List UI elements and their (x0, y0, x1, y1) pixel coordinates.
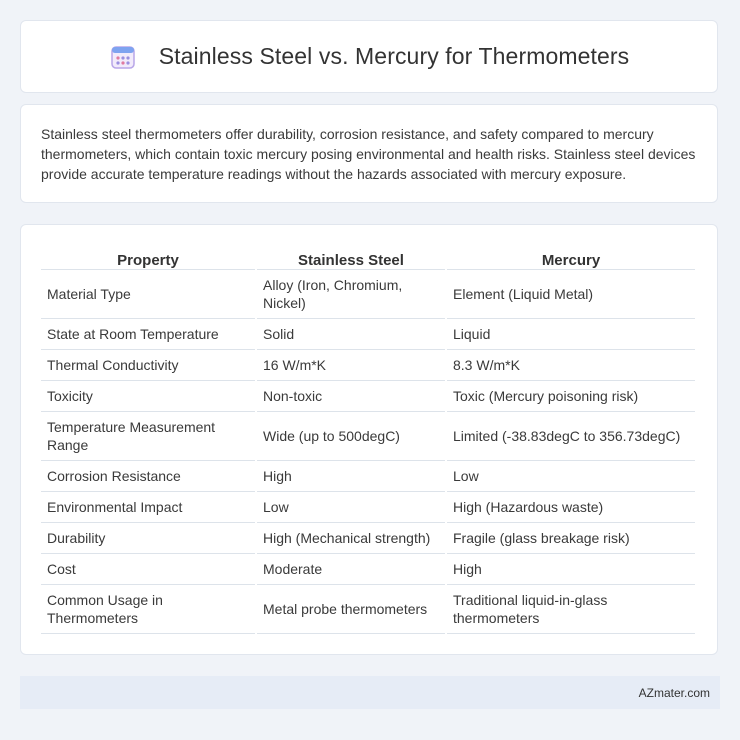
intro-text: Stainless steel thermometers offer durability, corrosion resistance, and safety compared to mercury thermometers, which contain toxic mercury posing environmental and health risks. Stainless steel devices provide accurate temperature readings without the hazards associated with mercury exposure. (41, 126, 696, 182)
column-header: Mercury (447, 245, 695, 270)
mercury-cell: High (Hazardous waste) (447, 492, 695, 523)
stainless-steel-cell: High (257, 461, 445, 492)
property-cell: Material Type (41, 270, 255, 319)
mercury-cell: Fragile (glass breakage risk) (447, 523, 695, 554)
property-cell: State at Room Temperature (41, 319, 255, 350)
comparison-card (20, 224, 718, 655)
mercury-cell: 8.3 W/m*K (447, 350, 695, 381)
property-cell: Durability (41, 523, 255, 554)
property-cell: Environmental Impact (41, 492, 255, 523)
table-row (41, 270, 695, 319)
property-cell: Temperature Measurement Range (41, 412, 255, 461)
comparison-table (39, 245, 697, 634)
stainless-steel-cell: Alloy (Iron, Chromium, Nickel) (257, 270, 445, 319)
property-cell: Toxicity (41, 381, 255, 412)
property-cell: Common Usage in Thermometers (41, 585, 255, 634)
table-header-row (41, 245, 695, 270)
column-header: Stainless Steel (257, 245, 445, 270)
mercury-cell: Liquid (447, 319, 695, 350)
mercury-cell: Toxic (Mercury poisoning risk) (447, 381, 695, 412)
page-title: Stainless Steel vs. Mercury for Thermometers (158, 43, 630, 69)
stainless-steel-cell: High (Mechanical strength) (257, 523, 445, 554)
mercury-cell: Element (Liquid Metal) (447, 270, 695, 319)
table-row (41, 461, 695, 492)
table-row (41, 585, 695, 634)
footer-brand: AZmater.com (638, 685, 710, 700)
table-row (41, 319, 695, 350)
table-row (41, 381, 695, 412)
footer-bar (20, 676, 720, 709)
property-cell: Corrosion Resistance (41, 461, 255, 492)
intro-card (20, 104, 718, 203)
mercury-cell: Limited (-38.83degC to 356.73degC) (447, 412, 695, 461)
calendar-icon (109, 43, 137, 71)
stainless-steel-cell: Moderate (257, 554, 445, 585)
mercury-cell: High (447, 554, 695, 585)
stainless-steel-cell: Solid (257, 319, 445, 350)
table-row (41, 554, 695, 585)
table-row (41, 492, 695, 523)
mercury-cell: Traditional liquid-in-glass thermometers (447, 585, 695, 634)
property-cell: Cost (41, 554, 255, 585)
stainless-steel-cell: Metal probe thermometers (257, 585, 445, 634)
title-card (20, 20, 718, 93)
property-cell: Thermal Conductivity (41, 350, 255, 381)
table-row (41, 412, 695, 461)
mercury-cell: Low (447, 461, 695, 492)
stainless-steel-cell: 16 W/m*K (257, 350, 445, 381)
table-row (41, 350, 695, 381)
stainless-steel-cell: Wide (up to 500degC) (257, 412, 445, 461)
stainless-steel-cell: Non-toxic (257, 381, 445, 412)
stainless-steel-cell: Low (257, 492, 445, 523)
table-row (41, 523, 695, 554)
column-header: Property (41, 245, 255, 270)
